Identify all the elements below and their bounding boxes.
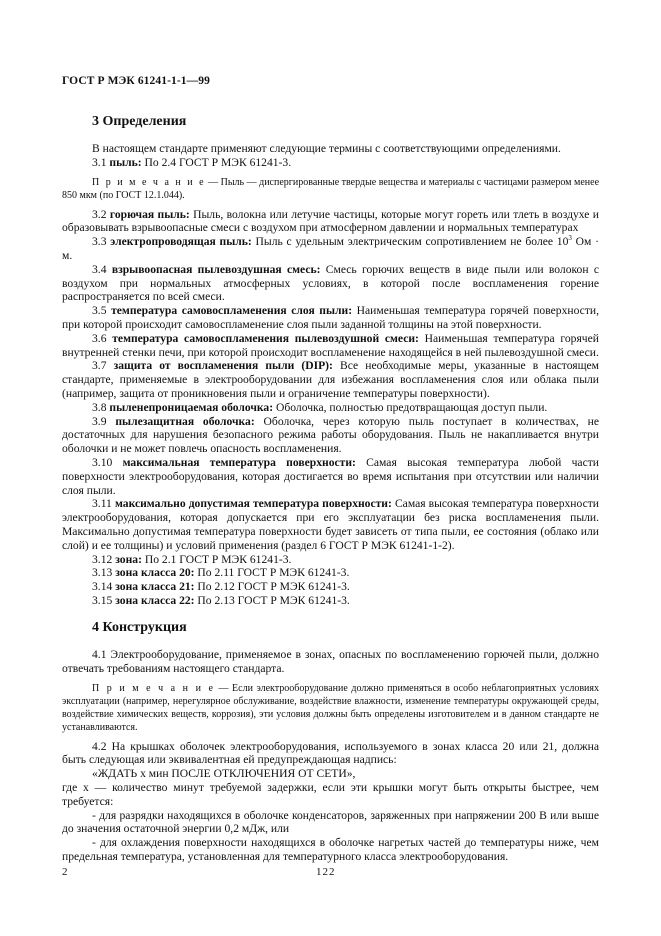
sequence-number: 122 bbox=[316, 866, 336, 878]
paragraph-4-2: 4.2 На крышках оболочек электрооборудования, используемого в зонах класса 20 или 21, должна быть следующая или эквивалентная ей предупреждающая надпись: bbox=[62, 739, 599, 767]
definition-3-2: 3.2 горючая пыль: Пыль, волокна или летучие частицы, которые могут гореть или тлеть в воздухе и образовывать взрывоопасные смеси с воздухом при атмосферном давлении и нормальных температурах bbox=[62, 207, 600, 235]
definition-3-15: 3.15 зона класса 22: По 2.13 ГОСТ Р МЭК 61241-3. bbox=[92, 593, 350, 607]
definition-3-10: 3.10 максимальная температура поверхности: Самая высокая температура любой части поверхности электрооборудования, которая достигается во время испытания при отсутствии или наличии слоя пыли. bbox=[62, 455, 599, 497]
document-header: ГОСТ Р МЭК 61241-1-1—99 bbox=[62, 75, 210, 87]
definition-3-5: 3.5 температура самовоспламенения слоя пыли: Наименьшая температура горячей поверхности, при которой происходит самовоспламенение слоя пыли заданной толщины на этой поверхности. bbox=[62, 304, 599, 331]
section-3-intro: В настоящем стандарте применяют следующие термины с соответствующими определениями. bbox=[92, 142, 561, 155]
definition-3-12: 3.12 зона: По 2.1 ГОСТ Р МЭК 61241-3. bbox=[92, 552, 292, 566]
list-item-cooling: - для охлаждения поверхности находящихся в оболочке нагретых частей до температуры ниже, чем предельная температура, установленная для температурного класса электрооборудования. bbox=[62, 836, 599, 863]
definition-3-3: 3.3 электропроводящая пыль: Пыль с удельным электрическим сопротивлением не более $10^3$ Ом · м. bbox=[62, 234, 600, 262]
section-4-title: 4 Конструкция bbox=[92, 620, 187, 635]
definition-3-4: 3.4 взрывоопасная пылевоздушная смесь: Смесь горючих веществ в виде пыли или волокон с воздухом при нормальных атмосферных условиях, в которой после воспламенения горение распространяется по всей смеси. bbox=[62, 262, 600, 304]
warning-label-text: «ЖДАТЬ x мин ПОСЛЕ ОТКЛЮЧЕНИЯ ОТ СЕТИ», bbox=[92, 767, 356, 781]
definition-3-13: 3.13 зона класса 20: По 2.11 ГОСТ Р МЭК 61241-3. bbox=[92, 566, 350, 580]
page-number: 2 bbox=[62, 866, 68, 878]
where-clause: где x — количество минут требуемой задержки, если эти крышки могут быть открыты быстрее, чем требуется: bbox=[62, 780, 599, 808]
definition-3-8: 3.8 пыленепроницаемая оболочка: Оболочка, полностью предотвращающая доступ пыли. bbox=[92, 400, 548, 414]
list-item-capacitors: - для разрядки находящихся в оболочке конденсаторов, заряженных при напряжении 200 В или выше до значения остаточной энергии 0,2 мДж, или bbox=[62, 808, 599, 836]
note-2: П р и м е ч а н и е — Если электрооборудование должно применяться в особо неблагоприятных условиях эксплуатации (например, нерегулярное обслуживание, воздействие влажности, изменение температуры окружающей среды, воздействие химических веществ, коррозия), эти условия должны быть определены изготовителем и в данном стандарте не устанавливаются. bbox=[62, 682, 599, 733]
section-3-body bbox=[62, 142, 599, 608]
section-3-title: 3 Определения bbox=[92, 114, 187, 129]
paragraph-4-1: 4.1 Электрооборудование, применяемое в зонах, опасных по воспламенению горючей пыли, должно отвечать требованиям настоящего стандарта. bbox=[62, 648, 599, 675]
definition-3-9: 3.9 пылезащитная оболочка: Оболочка, через которую пыль поступает в количествах, не достаточных для нарушения безопасного режима работы оборудования. Пыль не накапливается внутри оболочки и не может повлечь опасность воспламенения. bbox=[62, 414, 599, 456]
definition-3-14: 3.14 зона класса 21: По 2.12 ГОСТ Р МЭК 61241-3. bbox=[92, 580, 350, 594]
note-1: П р и м е ч а н и е — Пыль — диспергированные твердые вещества и материалы с частицами размером менее 850 мкм (по ГОСТ 12.1.044). bbox=[62, 176, 600, 201]
definition-3-11: 3.11 максимально допустимая температура поверхности: Самая высокая температура поверхности электрооборудования, которая допускается при его эксплуатации без риска воспламенения пыли. Максимально допустимая температура поверхности будет зависеть от типа пыли, ее состояния (облако или слой) и ее толщины) и условий применения (раздел 6 ГОСТ Р МЭК 61241-1-2). bbox=[62, 497, 600, 552]
definition-3-1: 3.1 пыль: По 2.4 ГОСТ Р МЭК 61241-3. bbox=[92, 155, 292, 169]
definition-3-7: 3.7 защита от воспламенения пыли (DIP): Все необходимые меры, указанные в настоящем стандарте, применяемые в электрооборудовании для избежания воспламенения слоя или облака пыли (например, защита от проникновения пыли и ограничение температуры поверхности). bbox=[62, 359, 600, 400]
definition-3-6: 3.6 температура самовоспламенения пылевоздушной смеси: Наименьшая температура горячей внутренней стенки печи, при которой происходит воспламенение находящейся в ней пылевоздушной смеси. bbox=[62, 331, 599, 359]
section-4-body bbox=[62, 648, 599, 864]
